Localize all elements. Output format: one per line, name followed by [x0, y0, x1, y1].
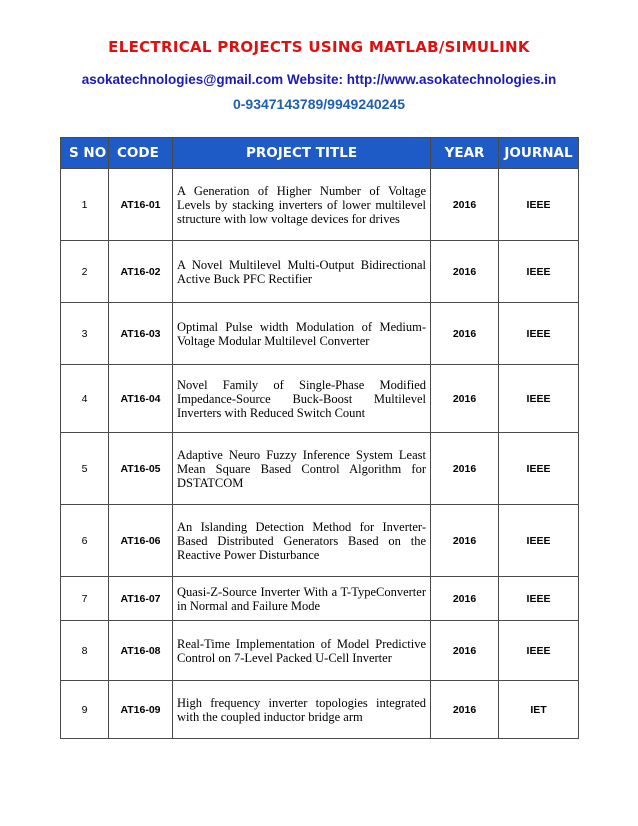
cell-year: 2016	[431, 303, 499, 365]
table-row	[61, 303, 579, 365]
cell-title: Optimal Pulse width Modulation of Medium-Voltage Modular Multilevel Converter	[173, 303, 431, 365]
document-title: ELECTRICAL PROJECTS USING MATLAB/SIMULINK	[108, 38, 530, 56]
phone-number: 0-9347143789/9949240245	[232, 96, 406, 112]
cell-sno: 4	[61, 365, 109, 433]
cell-year: 2016	[431, 169, 499, 241]
column-header-journal: JOURNAL	[499, 138, 579, 169]
cell-sno: 5	[61, 433, 109, 505]
cell-year: 2016	[431, 505, 499, 577]
cell-journal: IEEE	[499, 621, 579, 681]
website-link[interactable]: http://www.asokatechnologies.in	[346, 72, 557, 87]
table-row	[61, 365, 579, 433]
table-row	[61, 241, 579, 303]
cell-title: Novel Family of Single-Phase Modified Impedance-Source Buck-Boost Multilevel Inverters with Reduced Switch Count	[173, 365, 431, 433]
column-header-year: YEAR	[431, 138, 499, 169]
cell-journal: IEEE	[499, 365, 579, 433]
table-row	[61, 681, 579, 739]
table-row	[61, 621, 579, 681]
column-header-title: PROJECT TITLE	[173, 138, 431, 169]
cell-title: High frequency inverter topologies integrated with the coupled inductor bridge arm	[173, 681, 431, 739]
cell-title: Adaptive Neuro Fuzzy Inference System Least Mean Square Based Control Algorithm for DSTATCOM	[173, 433, 431, 505]
cell-sno: 2	[61, 241, 109, 303]
cell-code: AT16-07	[109, 577, 173, 621]
cell-sno: 9	[61, 681, 109, 739]
table-row	[61, 505, 579, 577]
cell-year: 2016	[431, 577, 499, 621]
cell-year: 2016	[431, 681, 499, 739]
cell-year: 2016	[431, 365, 499, 433]
cell-code: AT16-06	[109, 505, 173, 577]
cell-code: AT16-09	[109, 681, 173, 739]
contact-line	[0, 72, 638, 87]
cell-code: AT16-08	[109, 621, 173, 681]
cell-code: AT16-02	[109, 241, 173, 303]
cell-year: 2016	[431, 241, 499, 303]
cell-code: AT16-04	[109, 365, 173, 433]
cell-journal: IEEE	[499, 169, 579, 241]
cell-code: AT16-05	[109, 433, 173, 505]
table-header-row	[61, 138, 579, 169]
cell-sno: 1	[61, 169, 109, 241]
cell-title: A Novel Multilevel Multi-Output Bidirectional Active Buck PFC Rectifier	[173, 241, 431, 303]
cell-journal: IEEE	[499, 505, 579, 577]
cell-year: 2016	[431, 621, 499, 681]
cell-sno: 8	[61, 621, 109, 681]
cell-sno: 7	[61, 577, 109, 621]
cell-journal: IET	[499, 681, 579, 739]
column-header-sno: S NO	[61, 138, 109, 169]
cell-sno: 3	[61, 303, 109, 365]
cell-title: An Islanding Detection Method for Inverter-Based Distributed Generators Based on the Reactive Power Disturbance	[173, 505, 431, 577]
cell-journal: IEEE	[499, 433, 579, 505]
cell-title: Real-Time Implementation of Model Predictive Control on 7-Level Packed U-Cell Inverter	[173, 621, 431, 681]
cell-sno: 6	[61, 505, 109, 577]
website-label: Website:	[286, 72, 343, 87]
cell-journal: IEEE	[499, 241, 579, 303]
projects-table	[60, 137, 579, 739]
table-row	[61, 433, 579, 505]
cell-journal: IEEE	[499, 303, 579, 365]
cell-title: Quasi-Z-Source Inverter With a T-TypeConverter in Normal and Failure Mode	[173, 577, 431, 621]
cell-title: A Generation of Higher Number of Voltage Levels by stacking inverters of lower multilevel structure with low voltage devices for drives	[173, 169, 431, 241]
cell-year: 2016	[431, 433, 499, 505]
table-row	[61, 577, 579, 621]
cell-code: AT16-03	[109, 303, 173, 365]
column-header-code: CODE	[109, 138, 173, 169]
table-row	[61, 169, 579, 241]
cell-journal: IEEE	[499, 577, 579, 621]
cell-code: AT16-01	[109, 169, 173, 241]
email-link[interactable]: asokatechnologies@gmail.com	[81, 72, 287, 87]
